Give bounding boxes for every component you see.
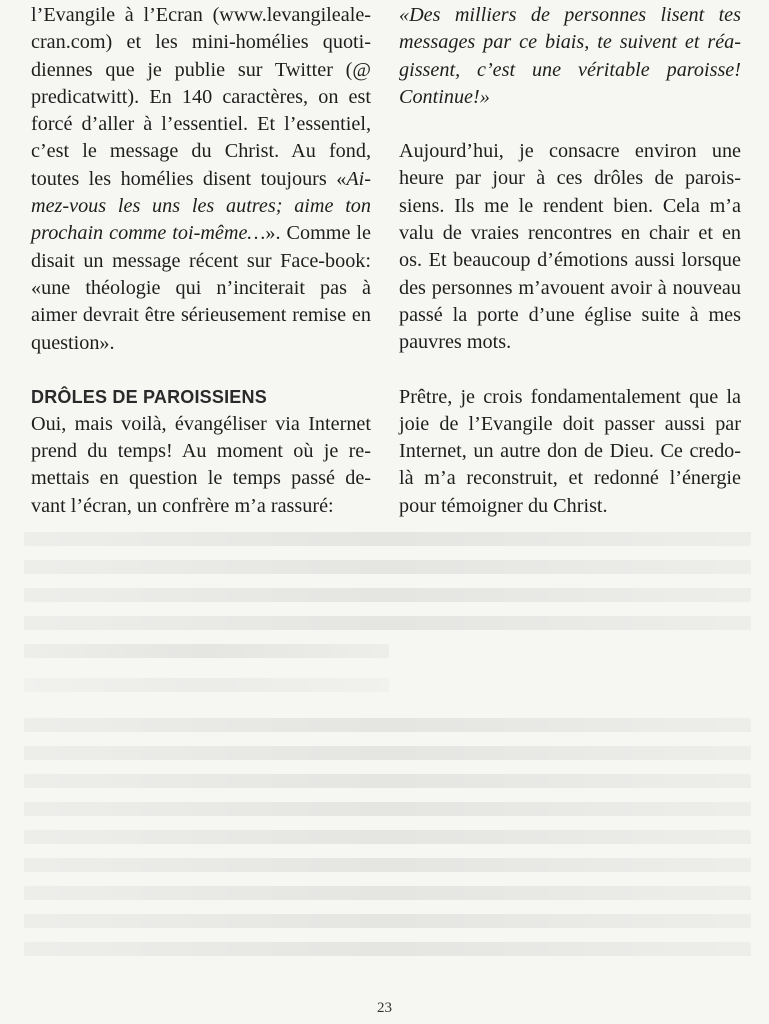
right-paragraph-2: Prêtre, je crois fondamentalement que la joie de l’Evangile doit passer aussi par Internet, un autre don de Dieu. Ce credo-là m’a reconstruit, et redonné l’énergie pour témoigner du Christ. <box>399 385 741 517</box>
bleed-through-band <box>24 774 751 788</box>
left-paragraph-1-italic-quote: Ai-mez-vous les uns les autres; aime ton prochain comme toi-même… <box>31 167 371 245</box>
bleed-through-band <box>24 886 751 900</box>
bleed-through-band <box>24 532 751 546</box>
left-paragraph-1-text-end: ». Comme le disait un message récent sur Face-book: «une théologie qui n’inciterait pas à aimer devrait être sérieusement remise en question». <box>31 222 371 354</box>
section-heading: DRÔLES DE PAROISSIENS <box>31 386 267 407</box>
bleed-through-band <box>24 746 751 760</box>
bleed-through-band <box>24 830 751 844</box>
bleed-through-band <box>24 914 751 928</box>
left-paragraph-2: Oui, mais voilà, évangéliser via Internet prend du temps! Au moment où je re-mettais en question le temps passé de-vant l’écran, un confrère m’a rassuré: <box>31 412 371 517</box>
page-number: 23 <box>377 1000 392 1016</box>
bleed-through-band <box>24 644 389 658</box>
bleed-through-band <box>24 678 389 692</box>
bleed-through-band <box>24 616 751 630</box>
bleed-through-band <box>24 718 751 732</box>
right-paragraph-1: Aujourd’hui, je consacre environ une heure par jour à ces drôles de parois-siens. Ils me le rendent bien. Cela m’a valu de vraies rencontres en chair et en os. Et beaucoup d’émotions aussi lorsque des personnes m’avouent avoir à nouveau passé la porte d’une église suite à mes pauvres mots. <box>399 140 741 354</box>
bleed-through-band <box>24 560 751 574</box>
bleed-through-band <box>24 858 751 872</box>
right-quote-text: «Des milliers de personnes lisent tes messages par ce biais, te suivent et réa-gissent, c’est une véritable paroisse! Continue!» <box>399 4 741 108</box>
right-quote-paragraph <box>399 2 741 111</box>
bleed-through-band <box>24 588 751 602</box>
left-paragraph-1-text: l’Evangile à l’Ecran (www.levangileale-cran.com) et les mini-homélies quoti-diennes que je publie sur Twitter (@ predicatwitt). En 140 caractères, on est forcé d’aller à l’essentiel. Et l’essentiel, c’est le message du Christ. Au fond, toutes les homélies disent toujours « <box>31 4 371 190</box>
right-column <box>399 2 741 520</box>
left-paragraph-1 <box>31 2 371 357</box>
bleed-through-band <box>24 802 751 816</box>
bleed-through-band <box>24 942 751 956</box>
left-column <box>31 2 371 520</box>
